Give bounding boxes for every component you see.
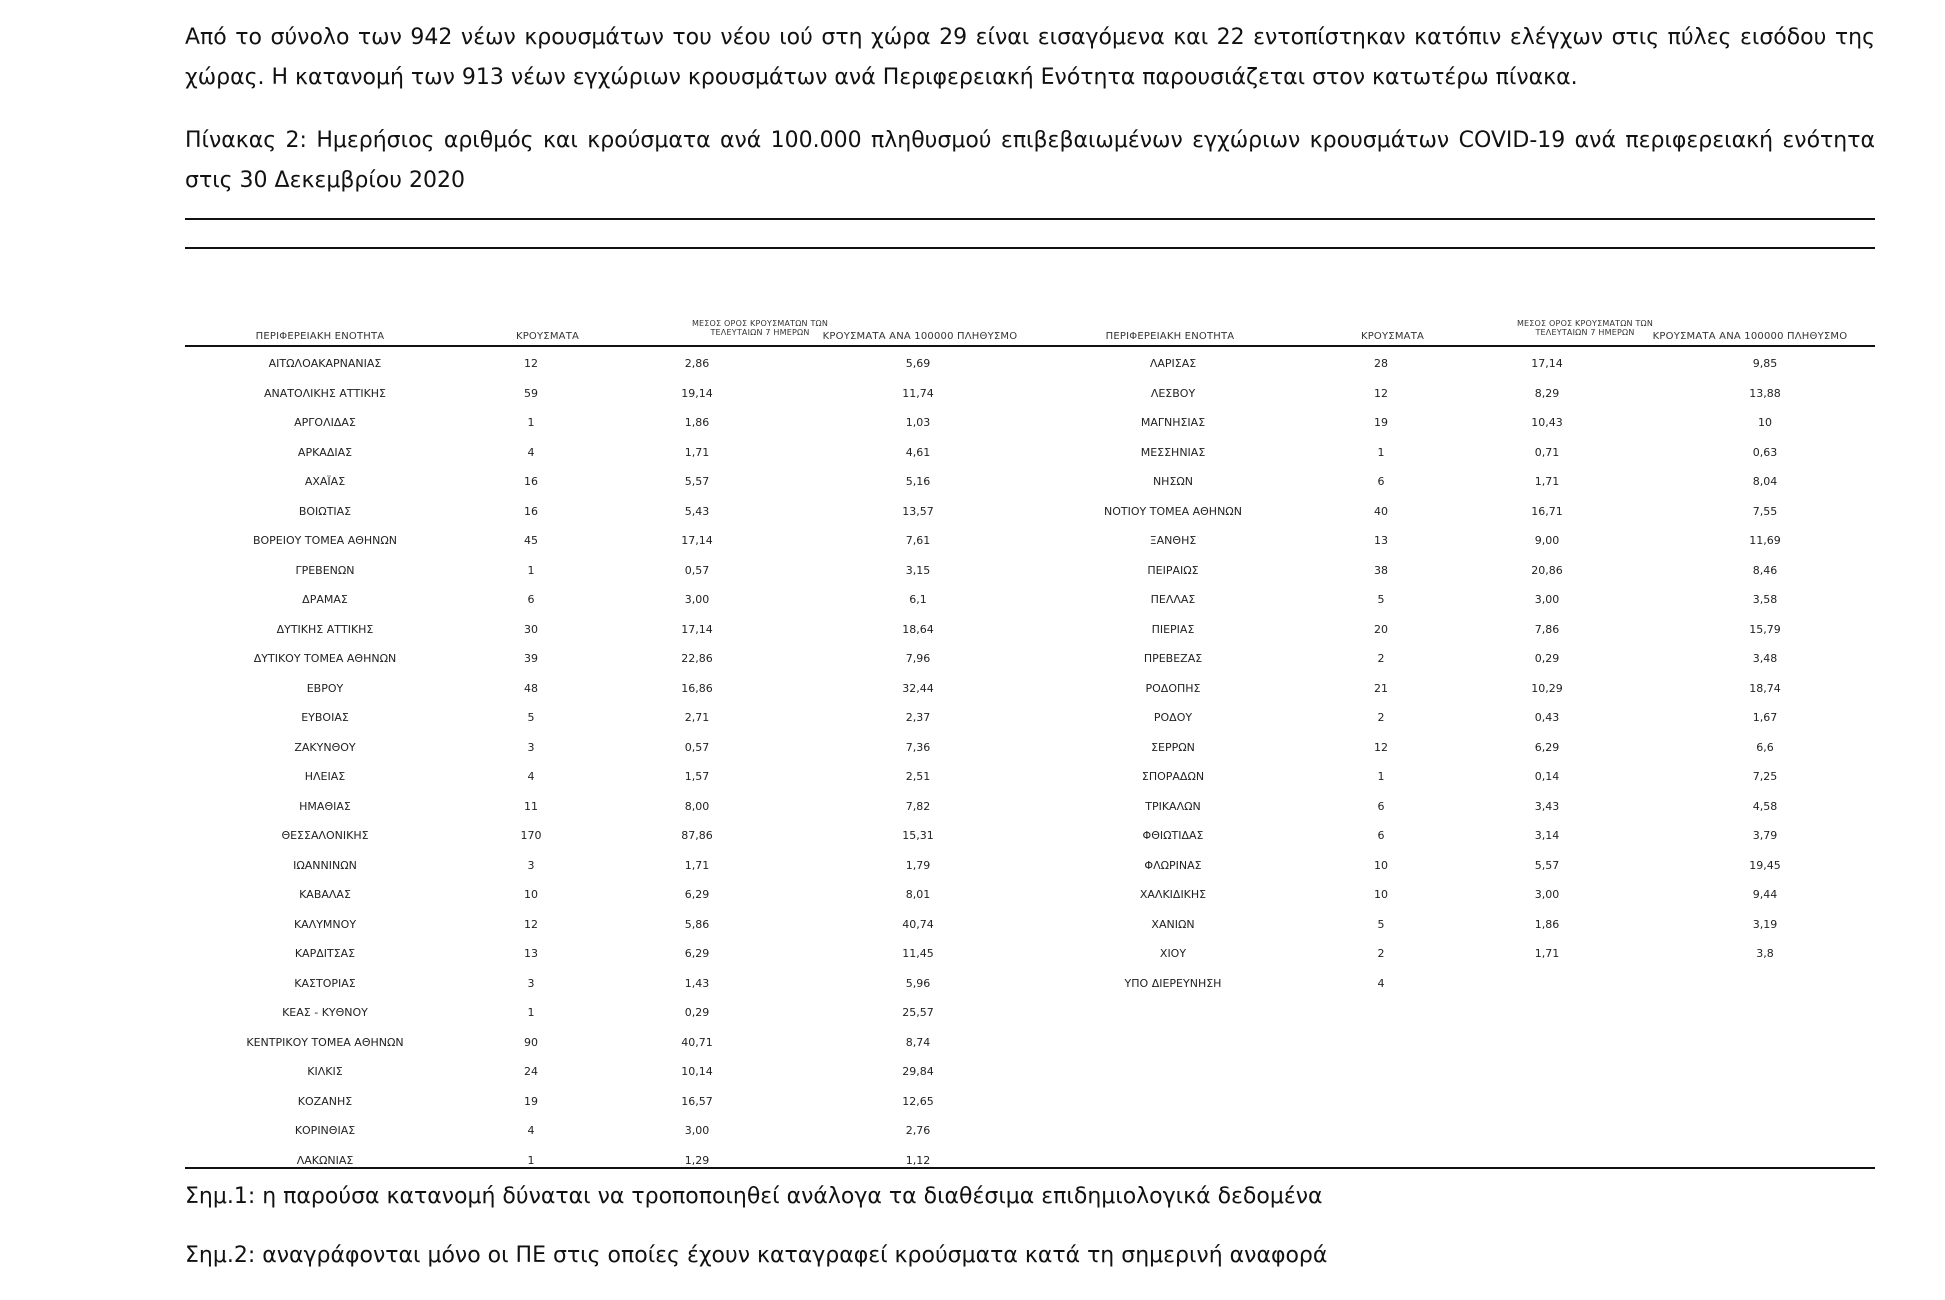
cell-avg7: 16,71	[1531, 504, 1563, 518]
cell-cases: 30	[524, 622, 538, 636]
cell-avg7: 1,43	[684, 976, 710, 990]
cell-avg7: 17,14	[681, 534, 713, 547]
header-rule	[185, 345, 1875, 347]
cell-cases: 19	[1374, 416, 1388, 429]
cell-cases: 3	[527, 976, 535, 990]
cell-avg7: 2,71	[684, 711, 710, 724]
cell-per100k: 15,79	[1749, 622, 1781, 636]
cell-region: ΔΥΤΙΚΗΣ ΑΤΤΙΚΗΣ	[276, 622, 374, 636]
cell-cases: 16	[524, 475, 538, 488]
cell-region: ΠΕΛΛΑΣ	[1150, 593, 1196, 606]
cell-cases: 4	[527, 1124, 535, 1137]
cell-avg7: 0,57	[684, 740, 710, 754]
cell-avg7: 1,86	[684, 416, 710, 429]
cell-per100k: 9,85	[1752, 357, 1778, 370]
cell-region: ΝΟΤΙΟΥ ΤΟΜΕΑ ΑΘΗΝΩΝ	[1104, 504, 1242, 518]
cell-avg7: 16,57	[681, 1094, 713, 1108]
cell-region: ΔΥΤΙΚΟΥ ΤΟΜΕΑ ΑΘΗΝΩΝ	[253, 652, 397, 665]
cell-avg7: 5,57	[1534, 858, 1560, 872]
cell-avg7: 0,29	[684, 1006, 710, 1019]
cell-per100k: 5,96	[905, 976, 931, 990]
header-avg7-right-line1: ΜΕΣΟΣ ΟΡΟΣ ΚΡΟΥΣΜΑΤΩΝ ΤΩΝ	[1516, 319, 1654, 328]
cell-per100k: 7,36	[905, 740, 931, 754]
cell-avg7: 5,57	[684, 475, 710, 488]
cell-avg7: 17,14	[1531, 357, 1563, 370]
cell-cases: 10	[1374, 888, 1388, 901]
cell-region: ΚΕΑΣ - ΚΥΘΝΟΥ	[282, 1006, 368, 1019]
cell-avg7: 1,71	[684, 445, 710, 459]
cell-per100k: 3,15	[905, 563, 931, 577]
cell-cases: 2	[1377, 652, 1385, 665]
cell-cases: 12	[1374, 740, 1388, 754]
cell-avg7: 10,29	[1531, 681, 1563, 695]
cell-avg7: 0,71	[1534, 445, 1560, 459]
cell-cases: 1	[527, 1006, 535, 1019]
cell-cases: 12	[1374, 386, 1388, 400]
cell-per100k: 11,74	[902, 386, 934, 400]
cell-avg7: 8,00	[684, 799, 710, 813]
cell-avg7: 22,86	[681, 652, 713, 665]
cell-per100k: 6,1	[909, 593, 927, 606]
cell-avg7: 10,43	[1531, 416, 1563, 429]
cell-cases: 19	[524, 1094, 538, 1108]
cell-per100k: 3,8	[1756, 947, 1774, 960]
cell-region: ΗΛΕΙΑΣ	[304, 770, 346, 783]
cell-per100k: 8,01	[905, 888, 931, 901]
cell-region: ΡΟΔΟΠΗΣ	[1145, 681, 1201, 695]
cell-cases: 13	[524, 947, 538, 960]
cell-region: ΣΕΡΡΩΝ	[1151, 740, 1195, 754]
cell-avg7: 3,14	[1534, 829, 1560, 842]
cell-per100k: 1,67	[1752, 711, 1778, 724]
cell-avg7: 9,00	[1534, 534, 1560, 547]
cell-avg7: 0,29	[1534, 652, 1560, 665]
cell-cases: 21	[1374, 681, 1388, 695]
cell-region: ΚΕΝΤΡΙΚΟΥ ΤΟΜΕΑ ΑΘΗΝΩΝ	[246, 1035, 404, 1049]
cell-per100k: 7,55	[1752, 504, 1778, 518]
cell-avg7: 2,86	[684, 357, 710, 370]
cell-region: ΛΕΣΒΟΥ	[1150, 386, 1196, 400]
table-top-rule-1	[185, 218, 1875, 220]
cell-per100k: 40,74	[902, 917, 934, 931]
cell-avg7: 16,86	[681, 681, 713, 695]
cell-per100k: 4,61	[905, 445, 931, 459]
cell-per100k: 12,65	[902, 1094, 934, 1108]
cell-cases: 12	[524, 917, 538, 931]
cell-cases: 24	[524, 1065, 538, 1078]
cell-region: ΙΩΑΝΝΙΝΩΝ	[293, 858, 357, 872]
header-cases-left: ΚΡΟΥΣΜΑΤΑ	[515, 331, 580, 342]
cell-cases: 48	[524, 681, 538, 695]
cell-cases: 40	[1374, 504, 1388, 518]
cell-region: ΧΙΟΥ	[1159, 947, 1187, 960]
header-region-left: ΠΕΡΙΦΕΡΕΙΑΚΗ ΕΝΟΤΗΤΑ	[255, 331, 385, 342]
cell-cases: 170	[520, 829, 542, 842]
cell-cases: 59	[524, 386, 538, 400]
cell-avg7: 17,14	[681, 622, 713, 636]
cell-avg7: 1,57	[684, 770, 710, 783]
header-cases-right: ΚΡΟΥΣΜΑΤΑ	[1360, 331, 1425, 342]
cell-per100k: 7,61	[905, 534, 931, 547]
cell-region: ΚΑΛΥΜΝΟΥ	[293, 917, 357, 931]
cell-avg7: 0,14	[1534, 770, 1560, 783]
cell-per100k: 5,69	[905, 357, 931, 370]
cell-avg7: 3,00	[684, 1124, 710, 1137]
cell-cases: 4	[527, 445, 535, 459]
cell-per100k: 5,16	[905, 475, 931, 488]
cell-avg7: 0,43	[1534, 711, 1560, 724]
cell-per100k: 18,74	[1749, 681, 1781, 695]
cell-avg7: 1,29	[684, 1153, 710, 1167]
cell-region: ΒΟΡΕΙΟΥ ΤΟΜΕΑ ΑΘΗΝΩΝ	[252, 534, 398, 547]
cell-region: ΒΟΙΩΤΙΑΣ	[298, 504, 352, 518]
cell-cases: 1	[1377, 445, 1385, 459]
table-top-rule-2	[185, 247, 1875, 249]
cell-avg7: 5,86	[684, 917, 710, 931]
cell-cases: 1	[527, 563, 535, 577]
cell-region: ΠΙΕΡΙΑΣ	[1151, 622, 1195, 636]
cell-per100k: 9,44	[1752, 888, 1778, 901]
cell-per100k: 3,19	[1752, 917, 1778, 931]
cell-region: ΓΡΕΒΕΝΩΝ	[295, 563, 355, 577]
cell-per100k: 18,64	[902, 622, 934, 636]
cell-region: ΔΡΑΜΑΣ	[302, 593, 348, 606]
cell-cases: 3	[527, 740, 535, 754]
cell-region: ΥΠΟ ΔΙΕΡΕΥΝΗΣΗ	[1124, 976, 1222, 990]
cell-region: ΑΡΚΑΔΙΑΣ	[297, 445, 353, 459]
cell-avg7: 7,86	[1534, 622, 1560, 636]
cell-cases: 90	[524, 1035, 538, 1049]
cell-cases: 4	[527, 770, 535, 783]
cell-per100k: 3,48	[1752, 652, 1778, 665]
cell-cases: 39	[524, 652, 538, 665]
cell-avg7: 87,86	[681, 829, 713, 842]
cell-avg7: 40,71	[681, 1035, 713, 1049]
cell-region: ΞΑΝΘΗΣ	[1149, 534, 1197, 547]
cell-avg7: 1,86	[1534, 917, 1560, 931]
cell-region: ΦΛΩΡΙΝΑΣ	[1144, 858, 1202, 872]
cell-region: ΖΑΚΥΝΘΟΥ	[294, 740, 356, 754]
cell-cases: 4	[1377, 976, 1385, 990]
cell-avg7: 3,00	[1534, 888, 1560, 901]
header-avg7-left-line1: ΜΕΣΟΣ ΟΡΟΣ ΚΡΟΥΣΜΑΤΩΝ ΤΩΝ	[691, 319, 829, 328]
cell-per100k: 1,79	[905, 858, 931, 872]
cell-cases: 10	[524, 888, 538, 901]
cell-region: ΦΘΙΩΤΙΔΑΣ	[1142, 829, 1204, 842]
cell-per100k: 13,88	[1749, 386, 1781, 400]
cell-per100k: 25,57	[902, 1006, 934, 1019]
cell-cases: 1	[527, 1153, 535, 1167]
cell-per100k: 3,79	[1752, 829, 1778, 842]
cell-region: ΕΥΒΟΙΑΣ	[301, 711, 349, 724]
cell-per100k: 0,63	[1752, 445, 1778, 459]
cell-avg7: 20,86	[1531, 563, 1563, 577]
cell-per100k: 11,45	[902, 947, 934, 960]
cell-cases: 6	[1377, 475, 1385, 488]
cell-per100k: 1,03	[905, 416, 931, 429]
cell-avg7: 8,29	[1534, 386, 1560, 400]
table-caption: Πίνακας 2: Ημερήσιος αριθμός και κρούσματα ανά 100.000 πληθυσμού επιβεβαιωμένων εγχώριων κρουσμάτων COVID-19 ανά περιφερειακή ενότητα στις 30 Δεκεμβρίου 2020	[185, 128, 1875, 193]
cell-region: ΧΑΛΚΙΔΙΚΗΣ	[1139, 888, 1207, 901]
cell-region: ΚΑΡΔΙΤΣΑΣ	[294, 947, 356, 960]
cell-avg7: 3,00	[1534, 593, 1560, 606]
cell-per100k: 8,04	[1752, 475, 1778, 488]
note-1: Σημ.1: η παρούσα κατανομή δύναται να τροποποιηθεί ανάλογα τα διαθέσιμα επιδημιολογικά δεδομένα	[185, 1184, 1323, 1209]
cell-avg7: 1,71	[684, 858, 710, 872]
cell-region: ΛΑΚΩΝΙΑΣ	[296, 1153, 354, 1167]
cell-avg7: 0,57	[684, 563, 710, 577]
cell-per100k: 7,96	[905, 652, 931, 665]
header-per100k-right: ΚΡΟΥΣΜΑΤΑ ΑΝΑ 100000 ΠΛΗΘΥΣΜΟ	[1652, 331, 1848, 342]
cell-cases: 6	[1377, 799, 1385, 813]
cell-region: ΤΡΙΚΑΛΩΝ	[1145, 799, 1201, 813]
cell-per100k: 8,74	[905, 1035, 931, 1049]
cell-region: ΜΕΣΣΗΝΙΑΣ	[1140, 445, 1206, 459]
cell-per100k: 2,51	[905, 770, 931, 783]
cell-cases: 1	[527, 416, 535, 429]
cell-cases: 2	[1377, 947, 1385, 960]
cell-cases: 6	[1377, 829, 1385, 842]
cell-cases: 38	[1374, 563, 1388, 577]
cell-per100k: 2,76	[905, 1124, 931, 1137]
cell-per100k: 32,44	[902, 681, 934, 695]
cell-per100k: 11,69	[1749, 534, 1781, 547]
cell-avg7: 1,71	[1534, 947, 1560, 960]
cell-cases: 1	[1377, 770, 1385, 783]
cell-region: ΑΝΑΤΟΛΙΚΗΣ ΑΤΤΙΚΗΣ	[264, 386, 386, 400]
intro-paragraph: Από το σύνολο των 942 νέων κρουσμάτων του νέου ιού στη χώρα 29 είναι εισαγόμενα και 22 εντοπίστηκαν κατόπιν ελέγχων στις πύλες εισόδου της χώρας. Η κατανομή των 913 νέων εγχώριων κρουσμάτων ανά Περιφερειακή Ενότητα παρουσιάζεται στον κατωτέρω πίνακα.	[185, 25, 1875, 90]
cell-cases: 45	[524, 534, 538, 547]
cell-avg7: 10,14	[681, 1065, 713, 1078]
cell-avg7: 19,14	[681, 386, 713, 400]
cell-region: ΝΗΣΩΝ	[1152, 475, 1194, 488]
cell-region: ΠΡΕΒΕΖΑΣ	[1143, 652, 1203, 665]
cell-per100k: 1,12	[905, 1153, 931, 1167]
cell-region: ΚΑΣΤΟΡΙΑΣ	[294, 976, 356, 990]
cell-avg7: 6,29	[1534, 740, 1560, 754]
cell-per100k: 13,57	[902, 504, 934, 518]
cell-cases: 10	[1374, 858, 1388, 872]
cell-avg7: 6,29	[684, 888, 710, 901]
cell-region: ΚΟΡΙΝΘΙΑΣ	[294, 1124, 356, 1137]
cell-cases: 2	[1377, 711, 1385, 724]
cell-region: ΕΒΡΟΥ	[306, 681, 344, 695]
cell-cases: 20	[1374, 622, 1388, 636]
cell-per100k: 19,45	[1749, 858, 1781, 872]
cell-region: ΘΕΣΣΑΛΟΝΙΚΗΣ	[281, 829, 369, 842]
cell-region: ΑΡΓΟΛΙΔΑΣ	[294, 416, 356, 429]
header-region-right: ΠΕΡΙΦΕΡΕΙΑΚΗ ΕΝΟΤΗΤΑ	[1105, 331, 1235, 342]
cell-region: ΣΠΟΡΑΔΩΝ	[1141, 770, 1205, 783]
cell-per100k: 7,25	[1752, 770, 1778, 783]
cell-per100k: 15,31	[902, 829, 934, 842]
cell-region: ΗΜΑΘΙΑΣ	[299, 799, 351, 813]
cell-avg7: 6,29	[684, 947, 710, 960]
cell-region: ΚΟΖΑΝΗΣ	[297, 1094, 353, 1108]
cell-cases: 13	[1374, 534, 1388, 547]
cell-region: ΚΙΛΚΙΣ	[307, 1065, 343, 1078]
cell-cases: 5	[1377, 593, 1385, 606]
cell-cases: 11	[524, 799, 538, 813]
cell-region: ΚΑΒΑΛΑΣ	[299, 888, 351, 901]
cell-per100k: 10	[1758, 416, 1772, 429]
cell-avg7: 3,43	[1534, 799, 1560, 813]
header-avg7-right-line2: ΤΕΛΕΥΤΑΙΩΝ 7 ΗΜΕΡΩΝ	[1535, 328, 1635, 337]
cell-avg7: 3,00	[684, 593, 710, 606]
cell-region: ΧΑΝΙΩΝ	[1151, 917, 1195, 931]
cell-per100k: 8,46	[1752, 563, 1778, 577]
cell-region: ΑΧΑΪΑΣ	[304, 475, 346, 488]
cell-region: ΜΑΓΝΗΣΙΑΣ	[1140, 416, 1206, 429]
cell-avg7: 1,71	[1534, 475, 1560, 488]
note-2: Σημ.2: αναγράφονται μόνο οι ΠΕ στις οποίες έχουν καταγραφεί κρούσματα κατά τη σημερινή αναφορά	[185, 1243, 1328, 1268]
table-bottom-rule	[185, 1167, 1875, 1169]
cell-region: ΑΙΤΩΛΟΑΚΑΡΝΑΝΙΑΣ	[268, 357, 382, 370]
cell-avg7: 5,43	[684, 504, 710, 518]
cell-per100k: 6,6	[1756, 740, 1774, 754]
cell-region: ΡΟΔΟΥ	[1153, 711, 1193, 724]
cell-cases: 6	[527, 593, 535, 606]
cell-cases: 5	[1377, 917, 1385, 931]
cell-per100k: 7,82	[905, 799, 931, 813]
cell-per100k: 29,84	[902, 1065, 934, 1078]
cell-cases: 12	[524, 357, 538, 370]
cell-cases: 16	[524, 504, 538, 518]
cell-per100k: 2,37	[905, 711, 931, 724]
cell-region: ΠΕΙΡΑΙΩΣ	[1147, 563, 1199, 577]
header-per100k-left: ΚΡΟΥΣΜΑΤΑ ΑΝΑ 100000 ΠΛΗΘΥΣΜΟ	[822, 331, 1018, 342]
header-avg7-left-line2: ΤΕΛΕΥΤΑΙΩΝ 7 ΗΜΕΡΩΝ	[710, 328, 810, 337]
cell-per100k: 4,58	[1752, 799, 1778, 813]
cell-per100k: 3,58	[1752, 593, 1778, 606]
cell-cases: 5	[527, 711, 535, 724]
cell-cases: 3	[527, 858, 535, 872]
cell-region: ΛΑΡΙΣΑΣ	[1149, 357, 1197, 370]
cell-cases: 28	[1374, 357, 1388, 370]
